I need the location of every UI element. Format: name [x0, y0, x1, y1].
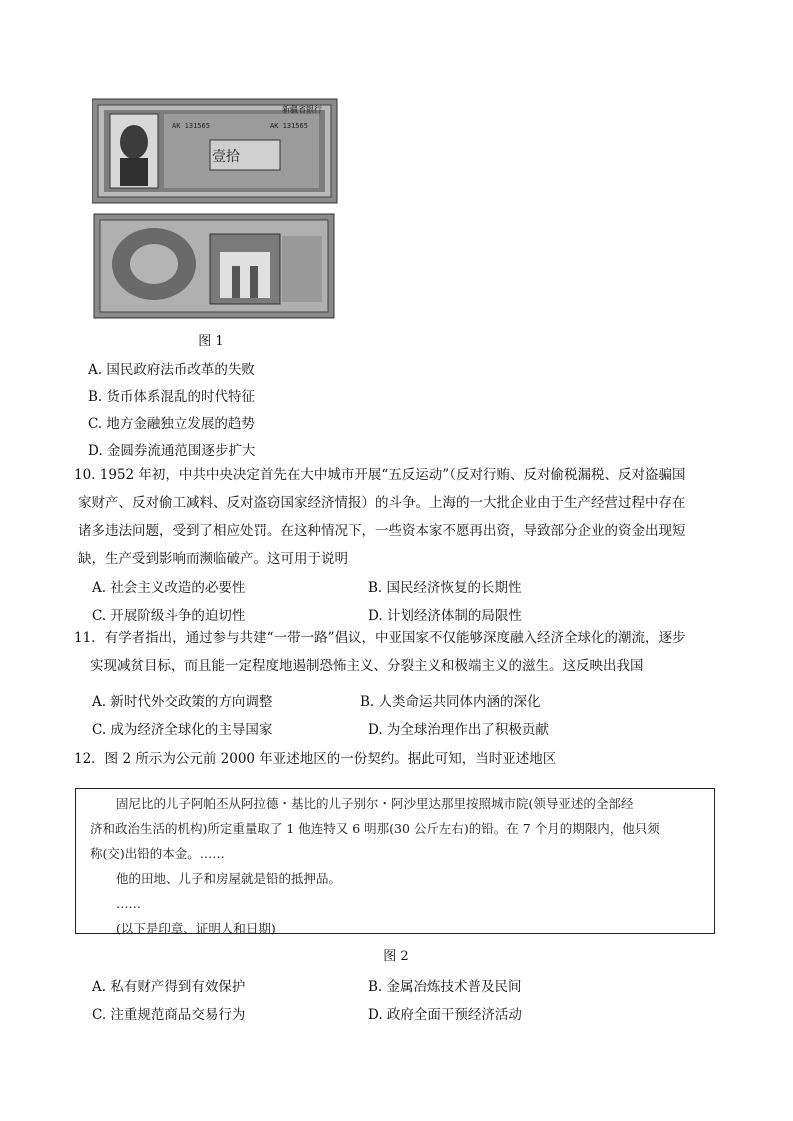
q11-option-c: C. 成为经济全球化的主导国家	[92, 722, 273, 738]
banknote-figure	[92, 96, 340, 326]
q10-line: 诸多违法问题，受到了相应处罚。在这种情况下，一些资本家不愿再出资，导致部分企业的资金出现短	[78, 523, 686, 539]
q11-line: 11．有学者指出，通过参与共建“一带一路”倡议，中亚国家不仅能够深度融入经济全球化的潮流，逐步	[74, 630, 686, 646]
q11-line: 实现减贫目标，而且能一定程度地遏制恐怖主义、分裂主义和极端主义的滋生。这反映出我国	[90, 658, 644, 674]
q12-option-a: A. 私有财产得到有效保护	[92, 979, 246, 995]
q9-option-d: D. 金圆券流通范围逐步扩大	[88, 443, 256, 459]
figure1-caption: 图 1	[198, 334, 224, 349]
q9-option-c: C. 地方金融独立发展的趋势	[88, 416, 255, 432]
contract-line: 固尼比的儿子阿帕丕从阿拉德・基比的儿子别尔・阿沙里达那里按照城市院(领导亚述的全部经	[116, 796, 634, 811]
q10-option-b: B. 国民经济恢复的长期性	[368, 580, 522, 596]
contract-line: (以下是印章、证明人和日期)	[116, 921, 276, 936]
q12-option-d: D. 政府全面干预经济活动	[368, 1007, 522, 1023]
q10-option-d: D. 计划经济体制的局限性	[368, 608, 522, 624]
q10-option-a: A. 社会主义改造的必要性	[92, 580, 246, 596]
svg-text:壹拾: 壹拾	[212, 149, 240, 165]
q9-option-a: A. 国民政府法币改革的失败	[88, 362, 255, 378]
contract-box	[75, 788, 715, 934]
q12-option-b: B. 金属冶炼技术普及民间	[368, 979, 522, 995]
q10-line: 家财产、反对偷工减料、反对盗窃国家经济情报）的斗争。上海的一大批企业由于生产经营过程中存在	[78, 495, 686, 511]
contract-line: ……	[116, 896, 141, 911]
q12-stem: 12．图 2 所示为公元前 2000 年亚述地区的一份契约。据此可知，当时亚述地区	[74, 751, 557, 767]
q10-line: 缺，生产受到影响而濒临破产。这可用于说明	[78, 551, 348, 567]
q11-option-b: B. 人类命运共同体内涵的深化	[360, 694, 541, 710]
q10-line: 10. 1952 年初，中共中央决定首先在大中城市开展“五反运动”（反对行贿、反对偷税漏税、反对盗骗国	[74, 467, 686, 483]
contract-line: 他的田地、儿子和房屋就是铅的抵押品。	[116, 871, 342, 886]
q11-option-a: A. 新时代外交政策的方向调整	[92, 694, 273, 710]
bank-name: 新疆省银行	[282, 105, 322, 114]
contract-line: 济和政治生活的机构)所定重量取了 1 他连特又 6 明那(30 公斤左右)的铅。在 7 个月的期限内，他只须	[90, 821, 660, 836]
q11-stem	[74, 624, 734, 680]
serial-right: AK 131565	[270, 122, 308, 130]
q10-stem	[74, 461, 734, 573]
contract-line: 称(交)出铅的本金。……	[90, 846, 225, 861]
banknote-back	[94, 214, 334, 318]
figure2-caption: 图 2	[383, 949, 409, 964]
q12-option-c: C. 注重规范商品交易行为	[92, 1007, 246, 1023]
serial-left: AK 131565	[172, 122, 210, 130]
q11-option-d: D. 为全球治理作出了积极贡献	[368, 722, 549, 738]
q9-option-b: B. 货币体系混乱的时代特征	[88, 389, 256, 405]
q10-option-c: C. 开展阶级斗争的迫切性	[92, 608, 246, 624]
banknote-front	[92, 99, 337, 203]
